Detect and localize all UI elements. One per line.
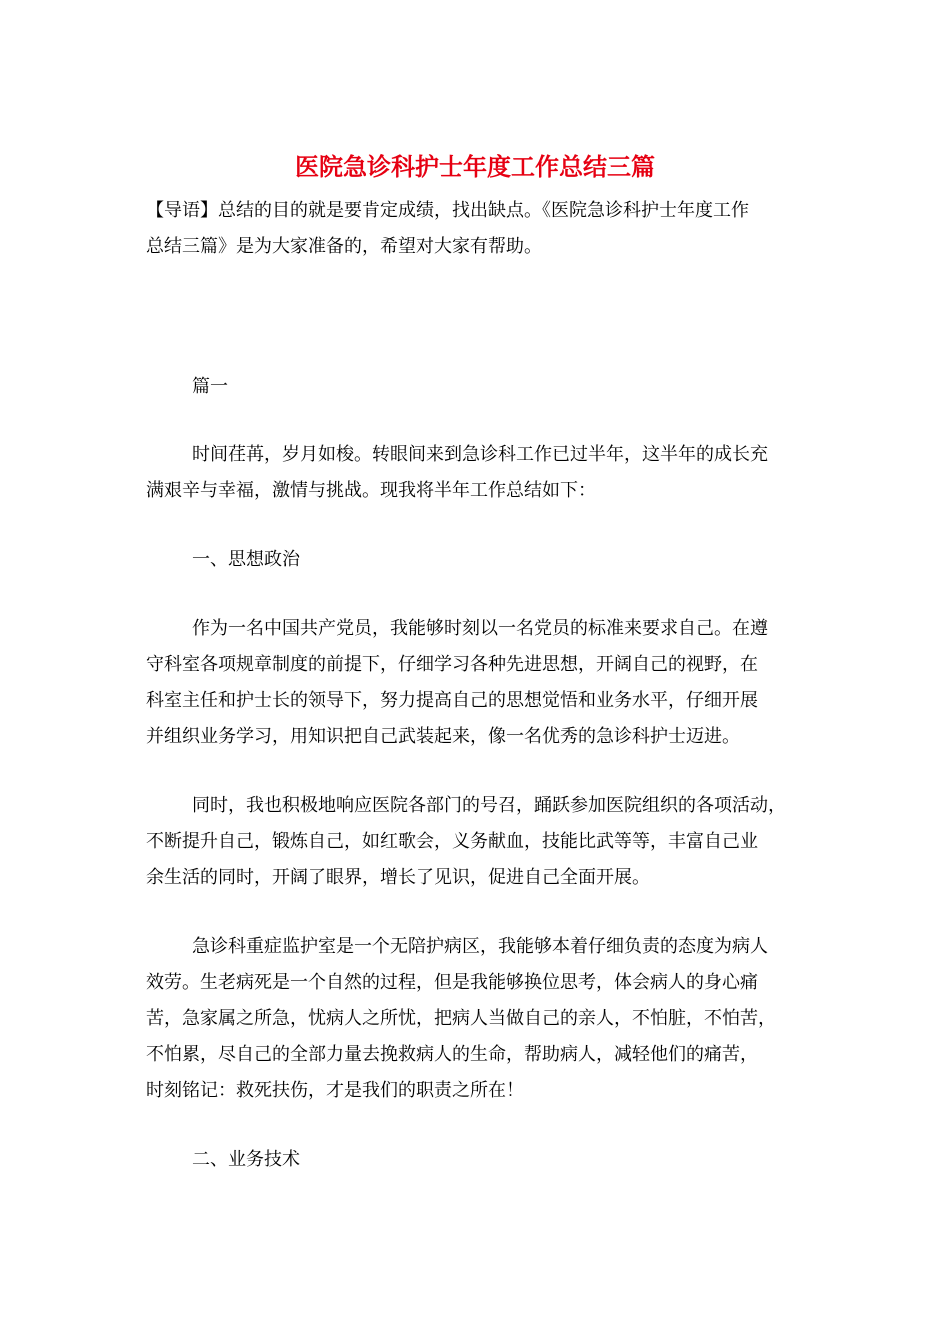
intro-line: 总结三篇》是为大家准备的，希望对大家有帮助。 (146, 236, 542, 257)
paragraph-line: 效劳。生老病死是一个自然的过程，但是我能够换位思考，体会病人的身心痛 (146, 972, 758, 993)
paragraph-line: 科室主任和护士长的领导下，努力提高自己的思想觉悟和业务水平，仔细开展 (146, 690, 758, 711)
paragraph-line: 不断提升自己，锻炼自己，如红歌会，义务献血，技能比武等等，丰富自己业 (146, 831, 758, 852)
paragraph-line: 苦，急家属之所急，忧病人之所忧，把病人当做自己的亲人，不怕脏，不怕苦， (146, 1008, 776, 1029)
paragraph-line: 并组织业务学习，用知识把自己武装起来，像一名优秀的急诊科护士迈进。 (146, 726, 740, 747)
document-title: 医院急诊科护士年度工作总结三篇 (295, 152, 655, 181)
paragraph-line: 时刻铭记：救死扶伤，才是我们的职责之所在！ (146, 1080, 524, 1101)
part-heading: 篇一 (192, 376, 228, 397)
paragraph-line: 余生活的同时，开阔了眼界，增长了见识，促进自己全面开展。 (146, 867, 650, 888)
paragraph-line: 时间荏苒，岁月如梭。转眼间来到急诊科工作已过半年，这半年的成长充 (192, 444, 768, 465)
paragraph-line: 不怕累，尽自己的全部力量去挽救病人的生命，帮助病人，减轻他们的痛苦， (146, 1044, 758, 1065)
section-heading-skills: 二、业务技术 (192, 1149, 300, 1170)
paragraph-line: 急诊科重症监护室是一个无陪护病区，我能够本着仔细负责的态度为病人 (192, 936, 768, 957)
paragraph-line: 作为一名中国共产党员，我能够时刻以一名党员的标准来要求自己。在遵 (192, 618, 768, 639)
section-heading-politics: 一、思想政治 (192, 549, 300, 570)
paragraph-line: 同时，我也积极地响应医院各部门的号召，踊跃参加医院组织的各项活动， (192, 795, 786, 816)
paragraph-line: 守科室各项规章制度的前提下，仔细学习各种先进思想，开阔自己的视野，在 (146, 654, 758, 675)
intro-line: 【导语】总结的目的就是要肯定成绩，找出缺点。《医院急诊科护士年度工作 (146, 200, 749, 221)
paragraph-line: 满艰辛与幸福，激情与挑战。现我将半年工作总结如下： (146, 480, 596, 501)
